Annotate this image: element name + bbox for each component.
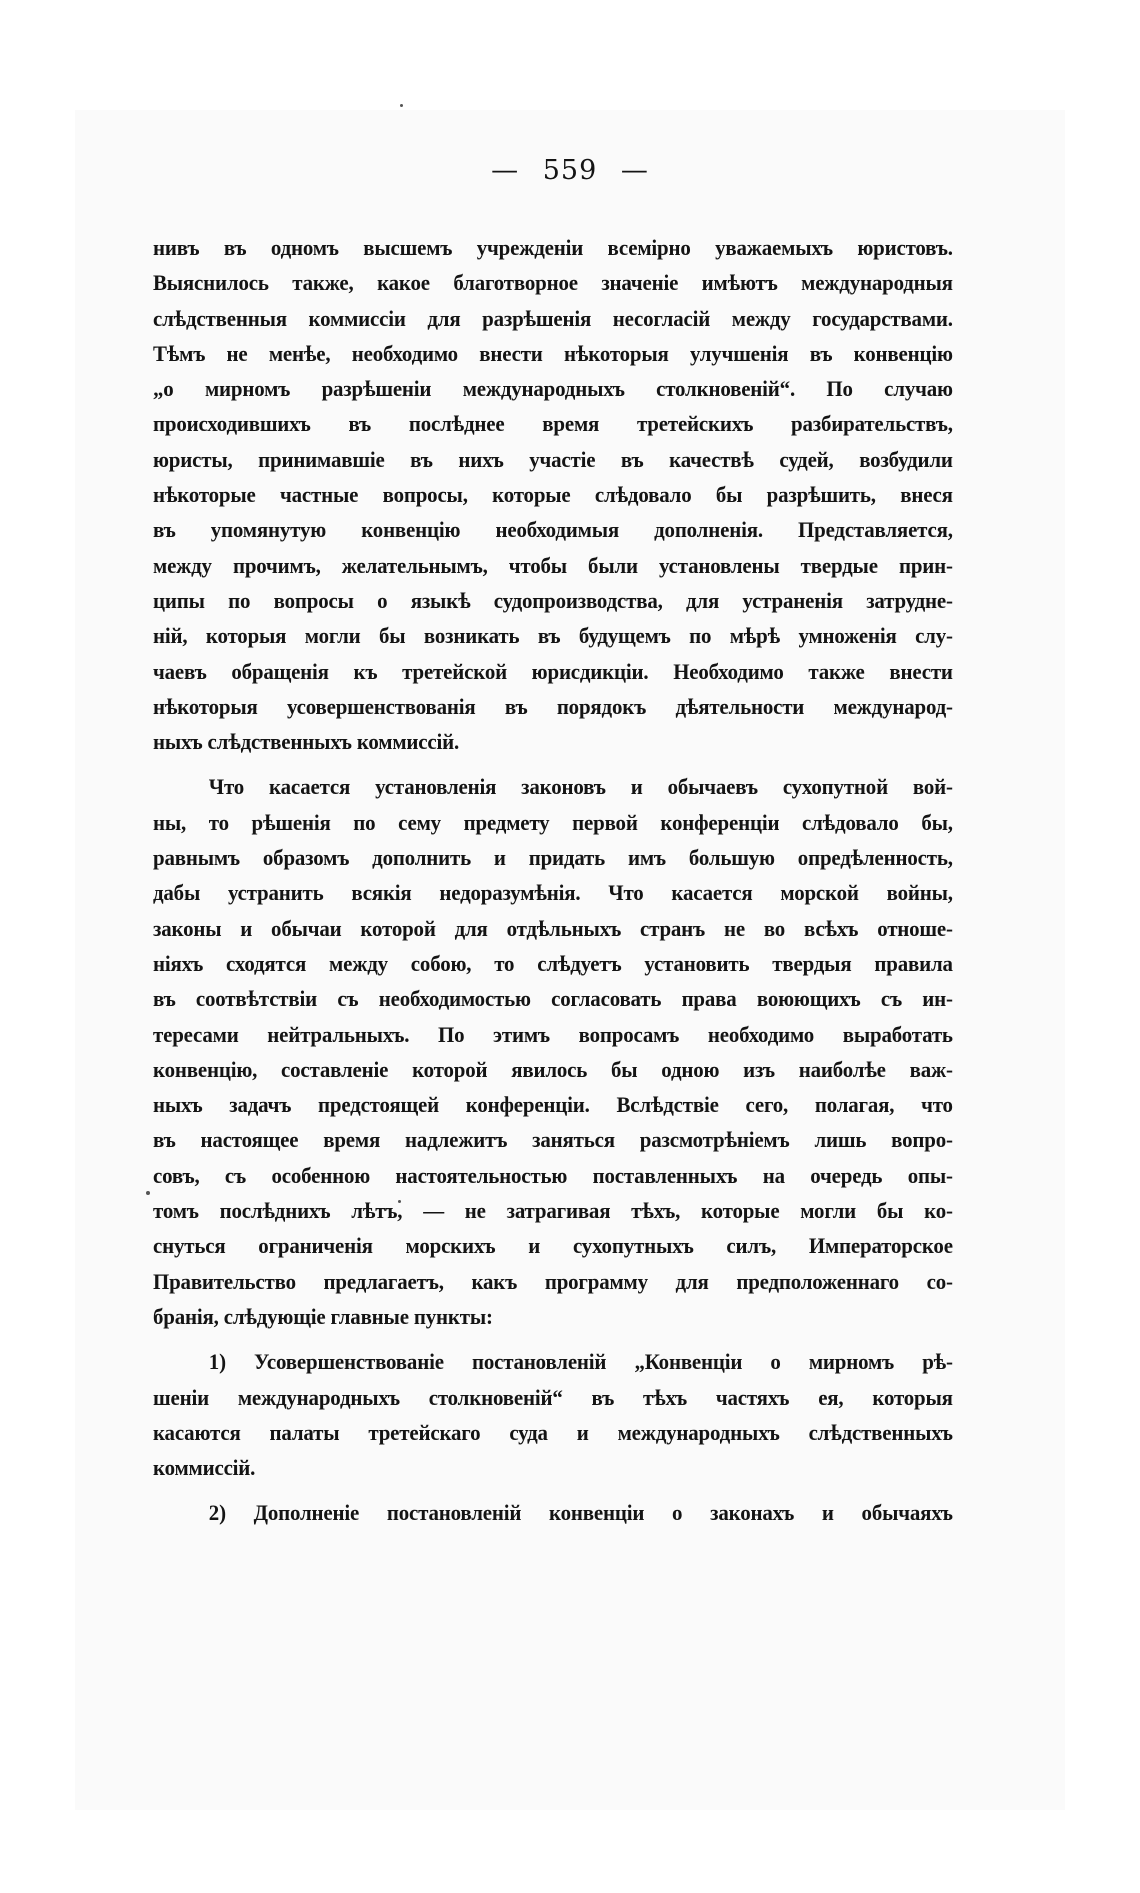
text-line: нѣкоторые частные вопросы, которые слѣдовало бы разрѣшить, внеся: [153, 482, 953, 508]
text-line: ныхъ задачъ предстоящей конференціи. Вслѣдствіе сего, полагая, что: [153, 1092, 953, 1118]
text-line: въ настоящее время надлежитъ заняться разсмотрѣніемъ лишь вопро-: [153, 1127, 953, 1153]
text-line: тересами нейтральныхъ. По этимъ вопросамъ необходимо выработать: [153, 1021, 953, 1047]
page-number-header: [0, 155, 1140, 186]
text-line: коммиссій.: [153, 1455, 256, 1481]
text-line: юристы, принимавшіе въ нихъ участіе въ качествѣ судей, возбудили: [153, 446, 953, 472]
dash-left: —: [491, 155, 520, 186]
print-speck: [400, 104, 403, 107]
text-line: ципы по вопросы о языкѣ судопроизводства, для устраненія затрудне-: [153, 587, 953, 613]
list-item-1: [153, 1344, 953, 1485]
text-line: между прочимъ, желательнымъ, чтобы были установлены твердые прин-: [153, 552, 953, 578]
text-line: конвенцію, составленіе которой явилось бы одною изъ наиболѣе важ-: [153, 1056, 953, 1082]
text-line: касаются палаты третейскаго суда и международныхъ слѣдственныхъ: [153, 1419, 953, 1445]
paragraph-2: [153, 769, 953, 1334]
text-line: бранія, слѣдующіе главные пункты:: [153, 1303, 493, 1329]
text-line: происходившихъ въ послѣднее время третейскихъ разбирательствъ,: [153, 411, 953, 437]
paragraph-gap: [153, 1334, 953, 1344]
dash-right: —: [620, 155, 649, 186]
text-line: томъ послѣднихъ лѣтъ, — не затрагивая тѣхъ, которые могли бы ко-: [153, 1198, 953, 1224]
text-line: „о мирномъ разрѣшеніи международныхъ столкновеній“. По случаю: [153, 376, 953, 402]
text-line: 1) Усовершенствованіе постановленій „Конвенціи о мирномъ рѣ-: [208, 1349, 953, 1375]
text-line: дабы устранить всякія недоразумѣнія. Что касается морской войны,: [153, 880, 953, 906]
text-line: Тѣмъ не менѣе, необходимо внести нѣкоторыя улучшенія въ конвенцію: [153, 340, 953, 366]
text-line: равнымъ образомъ дополнить и придать имъ большую опредѣленность,: [153, 845, 953, 871]
text-line: Что касается установленія законовъ и обычаевъ сухопутной вой-: [208, 774, 953, 800]
text-line: нивъ въ одномъ высшемъ учрежденіи всемірно уважаемыхъ юристовъ.: [153, 235, 953, 260]
text-line: чаевъ обращенія къ третейской юрисдикціи. Необходимо также внести: [153, 658, 953, 684]
text-line: ній, которыя могли бы возникать въ будущемъ по мѣрѣ умноженія слу-: [153, 623, 953, 649]
text-line: ніяхъ сходятся между собою, то слѣдуетъ установить твердыя правила: [153, 950, 953, 976]
text-line: шеніи международныхъ столкновеній“ въ тѣхъ частяхъ ея, которыя: [153, 1384, 953, 1410]
text-line: совъ, съ особенною настоятельностью поставленныхъ на очередь опы-: [153, 1162, 953, 1188]
paragraph-1: [153, 230, 953, 759]
text-line: законы и обычаи которой для отдѣльныхъ странъ не во всѣхъ отноше-: [153, 915, 953, 941]
text-line: въ соотвѣтствіи съ необходимостью согласовать права воюющихъ съ ин-: [153, 986, 953, 1012]
text-line: ныхъ слѣдственныхъ коммиссій.: [153, 729, 460, 755]
page-number: 559: [542, 155, 598, 186]
list-item-2: [153, 1495, 953, 1530]
text-line: ны, то рѣшенія по сему предмету первой конференціи слѣдовало бы,: [153, 809, 953, 835]
text-line: Правительство предлагаетъ, какъ программу для предположеннаго со-: [153, 1268, 953, 1294]
text-line: слѣдственныя коммиссіи для разрѣшенія несогласій между государствами.: [153, 305, 953, 331]
text-line: въ упомянутую конвенцію необходимыя дополненія. Представляется,: [153, 517, 953, 543]
paragraph-gap: [153, 1485, 953, 1495]
body-text: [153, 230, 953, 1531]
text-line: снуться ограниченія морскихъ и сухопутныхъ силъ, Императорское: [153, 1233, 953, 1259]
text-line: 2) Дополненіе постановленій конвенціи о законахъ и обычаяхъ: [208, 1500, 953, 1526]
paragraph-gap: [153, 759, 953, 769]
print-speck: [146, 1191, 150, 1195]
text-line: Выяснилось также, какое благотворное значеніе имѣютъ международныя: [153, 270, 953, 296]
text-line: нѣкоторыя усовершенствованія въ порядокъ дѣятельности международ-: [153, 693, 953, 719]
